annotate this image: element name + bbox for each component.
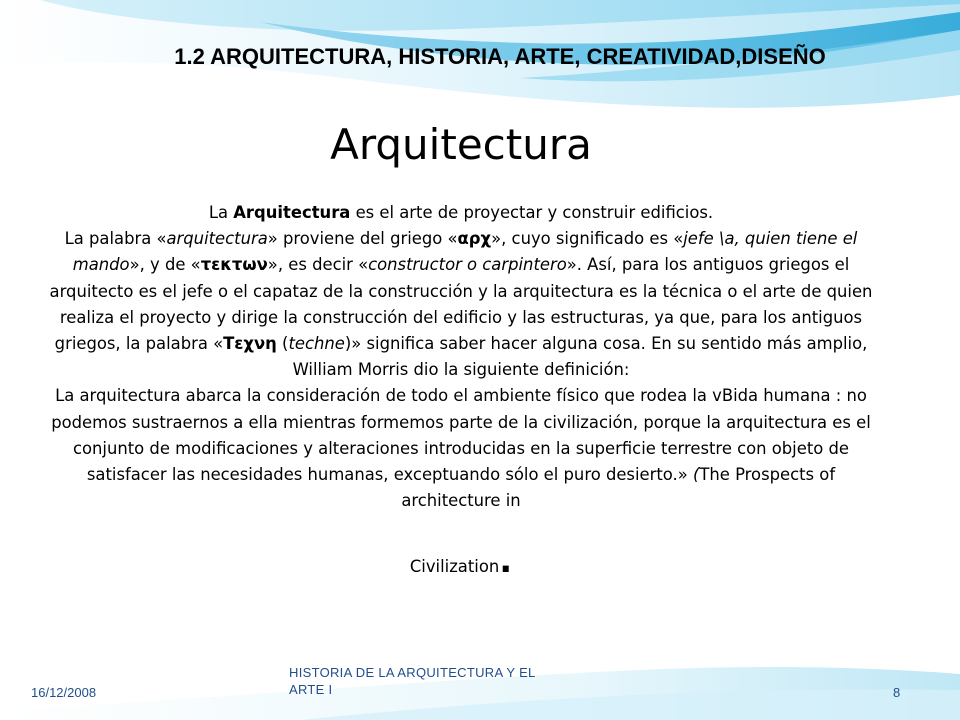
greek-word: αρχ [457, 229, 492, 249]
text-run: La [208, 203, 234, 222]
term-italic: arquitectura [166, 229, 268, 249]
greek-word: Τεχνη [223, 334, 277, 354]
greek-word: τεκτων [200, 255, 268, 275]
footer-course-title [289, 664, 609, 698]
text-run: )» significa saber hacer alguna cosa. En su sentido más amplio, William Morris dio la siguiente definición: [292, 334, 868, 380]
term-italic: techne [288, 334, 345, 354]
term-bold: Arquitectura [233, 203, 351, 222]
closing-dot: . [499, 541, 513, 581]
etymology-paragraph [40, 226, 882, 383]
text-run: La arquitectura abarca la consideración de todo el ambiente físico que rodea la vBida humana : no podemos sustraernos a ella mientras formemos parte de la civilización, porque la arquitectura es el conjunto de modificaciones y alteraciones introducidas en la superficie terrestre con objeto de satisfacer las necesidades humanas, exceptuando sólo el puro desierto.» [51, 386, 871, 485]
text-run: The Prospects of architecture in [401, 465, 836, 511]
text-run: », cuyo significado es « [491, 229, 684, 249]
text-run: » proviene del griego « [267, 229, 458, 249]
text-run: ( [276, 334, 289, 354]
text-run: La palabra « [64, 229, 167, 249]
quote-paragraph [40, 383, 882, 514]
footer-course-line-2: ARTE I [289, 682, 333, 697]
definition-paragraph [40, 200, 882, 226]
section-heading: 1.2 ARQUITECTURA, HISTORIA, ARTE, CREATIVIDAD,DISEÑO [174, 44, 826, 69]
closing-word: Civilization [409, 557, 500, 576]
term-italic: constructor o carpintero [368, 255, 567, 275]
footer-course-line-1: HISTORIA DE LA ARQUITECTURA Y EL [289, 665, 536, 680]
term-italic: jefe \a, quien tiene el mando [72, 229, 858, 275]
body-text [40, 200, 882, 514]
text-run: », y de « [129, 255, 201, 275]
text-run: es el arte de proyectar y construir edificios. [350, 203, 714, 222]
text-run: ». Así, para los antiguos griegos el arquitecto es el jefe o el capataz de la construcción y la arquitectura es la técnica o el arte de quien realiza el proyecto y dirige la construcción del edificio y las estructuras, ya que, para los antiguos griegos, la palabra « [49, 255, 873, 354]
slide-title: Arquitectura [330, 120, 592, 169]
closing-line [0, 541, 922, 581]
term-italic: ( [692, 465, 700, 485]
text-run: », es decir « [267, 255, 369, 275]
page-number: 8 [893, 685, 901, 700]
header-wave-decoration [0, 0, 960, 140]
footer-date: 16/12/2008 [31, 685, 97, 700]
